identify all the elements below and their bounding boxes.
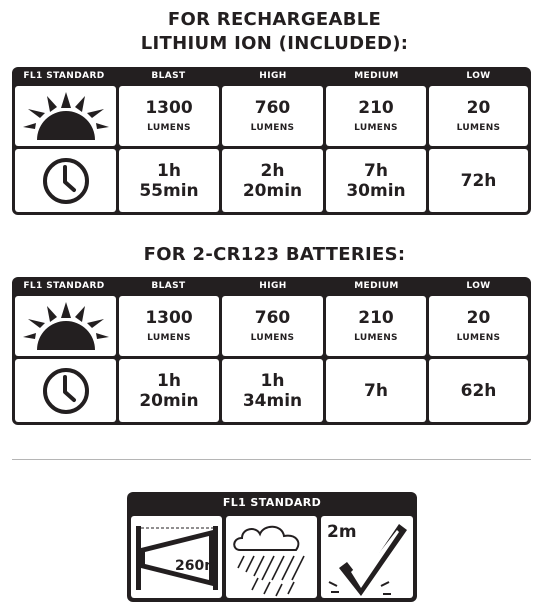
header-medium: MEDIUM (354, 281, 399, 291)
blast-output-unit: LUMENS (147, 122, 191, 133)
high-output-unit: LUMENS (250, 332, 295, 343)
medium-output-unit: LUMENS (354, 122, 398, 133)
medium-output-cell (326, 296, 426, 356)
high-runtime-line2: 20min (242, 180, 303, 201)
medium-output-value: 210 (358, 97, 394, 118)
badge-title: FL1 STANDARD (222, 496, 322, 509)
low-runtime-line1: 62h (460, 380, 497, 401)
medium-runtime-line1: 7h (364, 380, 388, 401)
blast-output-cell (119, 86, 219, 146)
water-resistance-cell (226, 516, 317, 598)
beam-distance-cell (131, 516, 222, 598)
blast-output-value: 1300 (145, 97, 193, 118)
impact-resistance-cell (321, 516, 413, 598)
sunrise-icon (23, 298, 109, 354)
low-output-unit: LUMENS (456, 122, 501, 133)
medium-runtime-line1: 7h (364, 160, 388, 181)
section2-title: FOR 2-CR123 BATTERIES: (143, 244, 406, 265)
medium-output-unit: LUMENS (354, 332, 398, 343)
header-low: LOW (466, 71, 491, 81)
section-divider (12, 459, 531, 460)
high-runtime-cell (222, 359, 323, 422)
blast-runtime-line2: 55min (139, 180, 199, 201)
low-output-cell (429, 86, 528, 146)
high-runtime-line2: 34min (242, 390, 303, 411)
low-runtime-cell (429, 149, 528, 212)
blast-runtime-line1: 1h (157, 160, 181, 181)
medium-runtime-line2: 30min (346, 180, 406, 201)
high-output-cell (222, 86, 323, 146)
low-runtime-line1: 72h (460, 170, 497, 191)
high-runtime-line1: 1h (260, 370, 285, 391)
low-runtime-cell (429, 359, 528, 422)
low-output-value: 20 (466, 307, 491, 328)
blast-runtime-cell (119, 149, 219, 212)
header-blast: BLAST (151, 71, 186, 81)
header-low: LOW (466, 281, 491, 291)
medium-runtime-cell (326, 149, 426, 212)
medium-output-cell (326, 86, 426, 146)
blast-output-value: 1300 (145, 307, 193, 328)
header-high: HIGH (259, 71, 287, 81)
section1-title-line2: LITHIUM ION (INCLUDED): (140, 33, 409, 54)
light-output-label-cell (15, 296, 116, 356)
high-output-unit: LUMENS (250, 122, 295, 133)
cr123-spec-table (12, 277, 531, 425)
medium-runtime-cell (326, 359, 426, 422)
runtime-label-cell (15, 359, 116, 422)
clock-icon (41, 156, 91, 206)
blast-runtime-cell (119, 359, 219, 422)
header-blast: BLAST (151, 281, 186, 291)
impact-resistance-value: 2m (327, 522, 357, 542)
fl1-standard-badge (127, 492, 417, 602)
blast-runtime-line2: 20min (139, 390, 199, 411)
light-output-label-cell (15, 86, 116, 146)
high-output-value: 760 (254, 97, 291, 118)
sunrise-icon (23, 88, 109, 144)
high-runtime-cell (222, 149, 323, 212)
header-fl1-standard: FL1 STANDARD (23, 281, 105, 291)
header-high: HIGH (259, 281, 287, 291)
rechargeable-spec-table (12, 67, 531, 215)
high-output-value: 760 (254, 307, 291, 328)
blast-output-unit: LUMENS (147, 332, 191, 343)
beam-distance-value: 260m (175, 558, 219, 574)
low-output-value: 20 (466, 97, 491, 118)
blast-output-cell (119, 296, 219, 356)
high-output-cell (222, 296, 323, 356)
runtime-label-cell (15, 149, 116, 212)
section1-title-line1: FOR RECHARGEABLE (167, 9, 382, 30)
header-medium: MEDIUM (354, 71, 399, 81)
header-fl1-standard: FL1 STANDARD (23, 71, 105, 81)
blast-runtime-line1: 1h (157, 370, 181, 391)
low-output-unit: LUMENS (456, 332, 501, 343)
high-runtime-line1: 2h (260, 160, 285, 181)
medium-output-value: 210 (358, 307, 394, 328)
clock-icon (41, 366, 91, 416)
low-output-cell (429, 296, 528, 356)
